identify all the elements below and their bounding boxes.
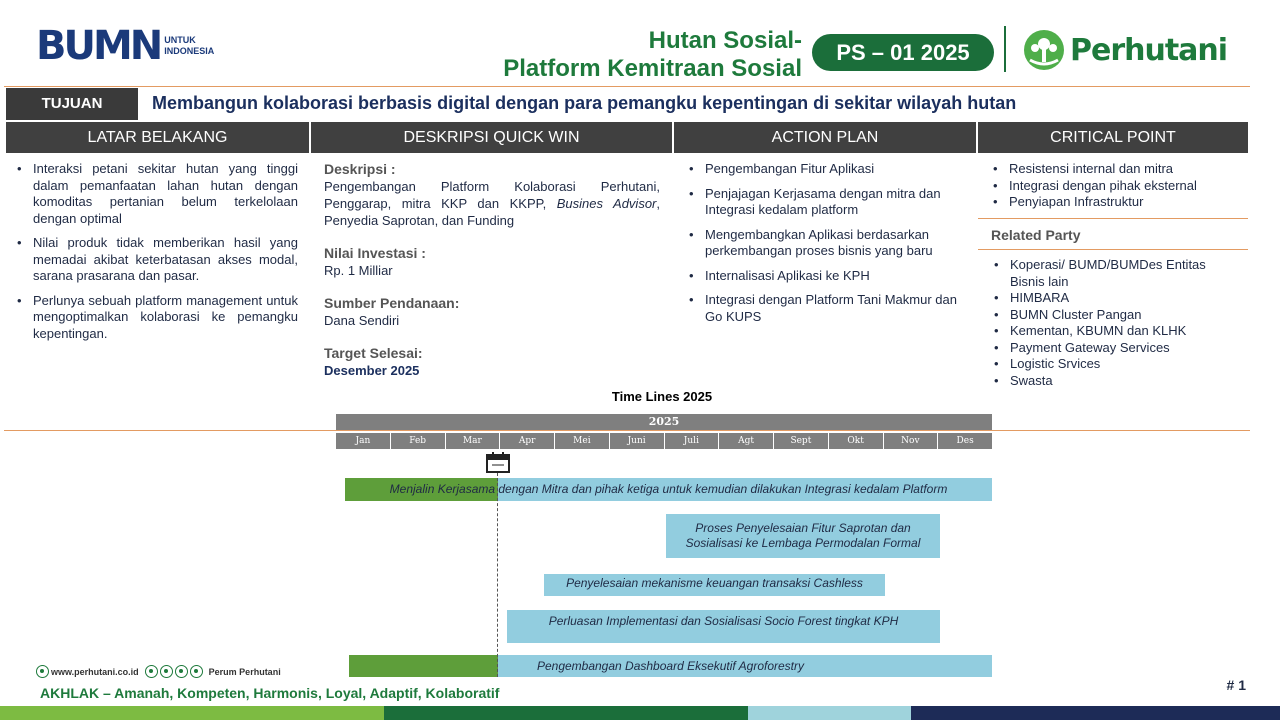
timeline-year: 2025 — [336, 414, 992, 430]
gantt-label: Pengembangan Dashboard Eksekutif Agroforestry — [536, 658, 805, 673]
gantt-bar-saprotan — [666, 514, 940, 558]
deskripsi-text: Pengembangan Platform Kolaborasi Perhutani, Penggarap, mitra KKP dan KKPP, Busines Advisor, Penyedia Saprotan, dan Funding — [324, 179, 660, 228]
critical-divider-bottom — [978, 249, 1248, 250]
gantt-bar-socio-forest — [507, 610, 940, 643]
gantt-bar-cashless — [544, 574, 885, 596]
list-item: • Penyiapan Infrastruktur — [993, 194, 1243, 211]
footer-stripe-navy — [911, 706, 1280, 720]
list-item: • Pengembangan Fitur Aplikasi — [689, 161, 967, 178]
list-item: • Swasta — [994, 373, 1244, 390]
sumber-pendanaan-value: Dana Sendiri — [324, 313, 400, 328]
timeline-months — [336, 433, 992, 449]
header-divider-line — [4, 86, 1250, 87]
footer-website[interactable]: www.perhutani.co.id — [51, 666, 139, 677]
month-juli: Juli — [665, 433, 720, 449]
twitter-icon[interactable] — [145, 665, 158, 678]
related-party-list — [994, 257, 1244, 389]
target-selesai-value: Desember 2025 — [324, 363, 420, 378]
header-divider — [1004, 26, 1006, 72]
critical-point-list — [993, 161, 1243, 211]
list-item: • Penjajagan Kerjasama dengan mitra dan Integrasi kedalam platform — [689, 186, 967, 219]
gantt-bar-kerjasama — [345, 478, 992, 501]
footer-social — [36, 665, 281, 678]
tujuan-text: Membangun kolaborasi berbasis digital dengan para pemangku kepentingan di sekitar wilayah hutan — [152, 93, 1017, 113]
gantt-label: Perluasan Implementasi dan Sosialisasi Socio Forest tingkat KPH — [548, 614, 899, 628]
month-jan: Jan — [336, 433, 391, 449]
akhlak-tagline: AKHLAK – Amanah, Kompeten, Harmonis, Loyal, Adaptif, Kolaboratif — [40, 685, 500, 701]
list-item: • Integrasi dengan Platform Tani Makmur dan Go KUPS — [689, 292, 967, 325]
youtube-icon[interactable] — [190, 665, 203, 678]
footer-stripe-light-blue — [748, 706, 911, 720]
section-divider-line — [4, 430, 1250, 431]
gantt-label: Penyelesaian mekanisme keuangan transaksi Cashless — [566, 576, 863, 590]
header-critical-point: CRITICAL POINT — [978, 122, 1248, 153]
month-mei: Mei — [555, 433, 610, 449]
list-item: • Payment Gateway Services — [994, 340, 1244, 357]
list-item: • Integrasi dengan pihak eksternal — [993, 178, 1243, 195]
deskripsi-block — [324, 161, 660, 379]
gantt-progress — [349, 655, 498, 677]
page-title — [503, 27, 802, 83]
gantt-bar-dashboard — [349, 655, 992, 677]
list-item: • Internalisasi Aplikasi ke KPH — [689, 268, 967, 285]
header-latar-belakang: LATAR BELAKANG — [6, 122, 309, 153]
list-item: • HIMBARA — [994, 290, 1244, 307]
month-mar: Mar — [446, 433, 501, 449]
tree-icon — [1022, 28, 1066, 72]
critical-divider-top — [978, 218, 1248, 219]
footer-social-handle: Perum Perhutani — [208, 666, 281, 677]
investasi-value: Rp. 1 Milliar — [324, 263, 393, 278]
month-nov: Nov — [884, 433, 939, 449]
list-item: • BUMN Cluster Pangan — [994, 307, 1244, 324]
sumber-pendanaan-label: Sumber Pendanaan: — [324, 295, 460, 311]
instagram-icon[interactable] — [160, 665, 173, 678]
program-code-badge: PS – 01 2025 — [812, 34, 994, 71]
list-item: • Logistic Srvices — [994, 356, 1244, 373]
title-line-1: Hutan Sosial- — [648, 27, 802, 54]
month-juni: Juni — [610, 433, 665, 449]
investasi-label: Nilai Investasi : — [324, 245, 426, 261]
month-des: Des — [938, 433, 992, 449]
target-selesai-label: Target Selesai: — [324, 345, 423, 361]
month-agt: Agt — [719, 433, 774, 449]
list-item: • Mengembangkan Aplikasi berdasarkan perkembangan proses bisnis yang baru — [689, 227, 967, 260]
month-feb: Feb — [391, 433, 446, 449]
list-item: • Koperasi/ BUMD/BUMDes Entitas Bisnis lain — [994, 257, 1244, 290]
perhutani-brand-text: Perhutani — [1070, 32, 1228, 68]
web-icon[interactable] — [36, 665, 49, 678]
list-item: • Resistensi internal dan mitra — [993, 161, 1243, 178]
calendar-icon — [485, 451, 511, 473]
gantt-label: Menjalin Kerjasama dengan Mitra dan pihak ketiga untuk kemudian dilakukan Integrasi kedalam Platform — [389, 482, 948, 496]
related-party-title: Related Party — [991, 227, 1081, 243]
latar-belakang-list — [17, 161, 298, 342]
deskripsi-label: Deskripsi : — [324, 161, 396, 177]
timeline-title: Time Lines 2025 — [611, 389, 713, 404]
list-item: • Nilai produk tidak memberikan hasil yang memadai akibat keterbatasan akses modal, sarana prasarana dan pasar. — [17, 235, 298, 285]
tujuan-label: TUJUAN — [6, 88, 138, 120]
month-sept: Sept — [774, 433, 829, 449]
list-item: • Interaksi petani sekitar hutan yang tinggi dalam pemanfaatan lahan hutan dengan komoditas pertanian belum terkelolaan dengan optimal — [17, 161, 298, 227]
current-date-marker — [497, 473, 498, 677]
perhutani-logo — [1022, 28, 1227, 72]
bumn-logo-subtitle: UNTUK INDONESIA — [164, 35, 215, 56]
header-action-plan: ACTION PLAN — [674, 122, 976, 153]
list-item: • Perlunya sebuah platform management untuk mengoptimalkan kolaborasi ke pemangku kepentingan. — [17, 293, 298, 343]
month-apr: Apr — [500, 433, 555, 449]
bumn-logo-text: BUMN — [36, 23, 161, 69]
footer-stripe-green — [384, 706, 748, 720]
bumn-logo — [36, 23, 215, 69]
month-okt: Okt — [829, 433, 884, 449]
footer-stripe-light-green — [0, 706, 384, 720]
title-line-2: Platform Kemitraan Sosial — [503, 55, 802, 82]
action-plan-list — [689, 161, 967, 325]
list-item: • Kementan, KBUMN dan KLHK — [994, 323, 1244, 340]
page-number: # 1 — [1226, 677, 1246, 693]
facebook-icon[interactable] — [175, 665, 188, 678]
header-deskripsi-quick-win: DESKRIPSI QUICK WIN — [311, 122, 672, 153]
gantt-label: Proses Penyelesaian Fitur Saprotan dan Sosialisasi ke Lembaga Permodalan Formal — [685, 521, 921, 550]
